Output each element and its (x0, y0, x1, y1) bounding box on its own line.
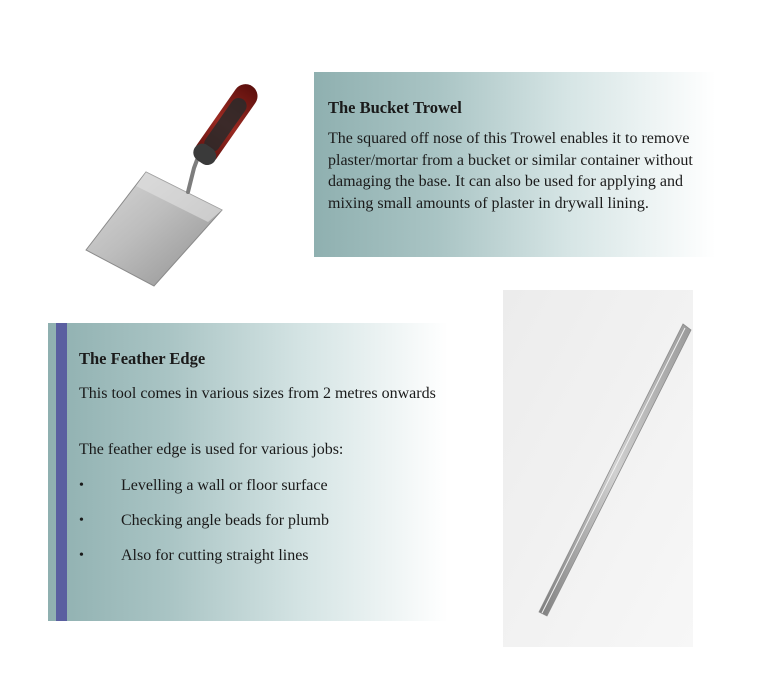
list-item-label: Levelling a wall or floor surface (121, 477, 328, 494)
bullet-icon: • (79, 513, 84, 528)
bucket-trowel-info-box (314, 72, 724, 257)
feather-edge-uses-intro: The feather edge is used for various jobs: (79, 441, 344, 458)
list-item-label: Checking angle beads for plumb (121, 512, 329, 529)
bullet-icon: • (79, 478, 84, 493)
feather-edge-sizes-text: This tool comes in various sizes from 2 metres onwards (79, 385, 436, 402)
feather-edge-info-box (48, 323, 448, 621)
feather-edge-illustration (503, 290, 693, 647)
bucket-trowel-image (76, 72, 276, 302)
accent-bar (56, 323, 67, 621)
bucket-trowel-description: The squared off nose of this Trowel enables it to remove plaster/mortar from a bucket or similar container without damaging the base. It can also be used for applying and mixing small amounts of plaster in drywall lining. (328, 130, 693, 212)
bullet-icon: • (79, 548, 84, 563)
feather-edge-title: The Feather Edge (79, 349, 206, 368)
feather-edge-image (503, 290, 693, 647)
bucket-trowel-illustration (76, 72, 276, 302)
bucket-trowel-title: The Bucket Trowel (328, 98, 462, 117)
list-item-label: Also for cutting straight lines (121, 547, 309, 564)
